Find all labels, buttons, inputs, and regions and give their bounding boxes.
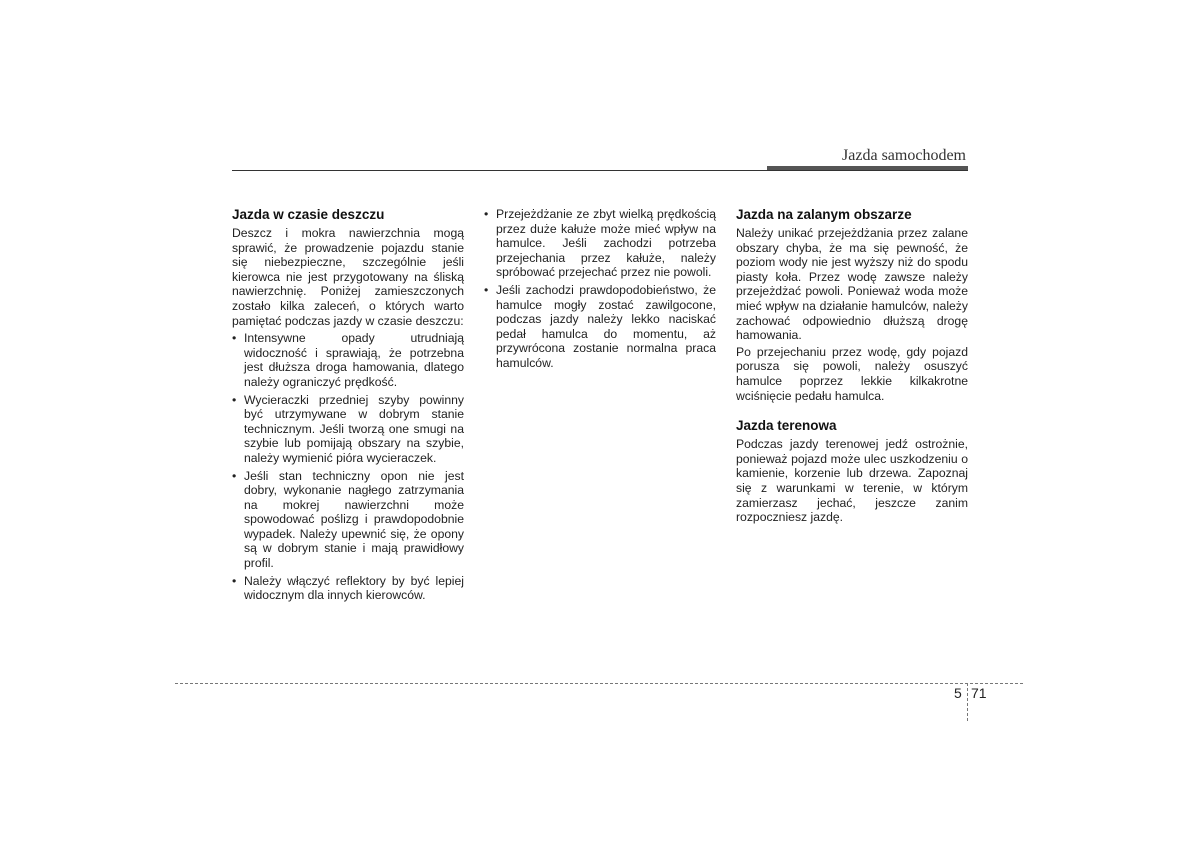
column-1 <box>232 207 464 603</box>
footer-dashed-rule <box>175 683 1023 684</box>
footer-dashed-divider <box>967 683 968 721</box>
list-item: • Jeśli zachodzi prawdopodobieństwo, że hamulce mogły zostać zawilgocone, podczas jazdy należy lekko naciskać pedał hamulca do momentu, aż przywrócona zostanie normalna praca hamulców. <box>484 283 716 371</box>
section-heading-offroad: Jazda terenowa <box>736 418 837 434</box>
list-item: • Przejeżdżanie ze zbyt wielką prędkością przez duże kałuże może mieć wpływ na hamulce. Jeśli zachodzi potrzeba przejechania przez kałuże, należy spróbować przejechać przez nie powoli. <box>484 207 716 280</box>
list-item: • Jeśli stan techniczny opon nie jest dobry, wykonanie nagłego zatrzymania na mokrej nawierzchni może spowodować poślizg i prawdopodobnie wypadek. Należy upewnić się, że opony są w dobrym stanie i mają prawidłowy profil. <box>232 469 464 571</box>
running-header: Jazda samochodem <box>842 147 966 164</box>
rain-bullet-list <box>232 331 464 603</box>
list-item: • Wycieraczki przedniej szyby powinny być utrzymywane w dobrym stanie technicznym. Jeśli tworzą one smugi na szybie lub pomijają obszary na szybie, należy wymienić pióra wycieraczek. <box>232 393 464 466</box>
list-item: • Intensywne opady utrudniają widoczność i sprawiają, że potrzebna jest dłuższa droga hamowania, dlatego należy ograniczyć prędkość. <box>232 331 464 389</box>
rain-bullet-list-continued <box>484 207 716 371</box>
column-3 <box>736 207 968 525</box>
offroad-section <box>736 418 968 525</box>
header-rule <box>232 170 968 171</box>
offroad-paragraph: Podczas jazdy terenowej jedź ostrożnie, ponieważ pojazd może ulec uszkodzeniu o kamienie, korzenie lub drzewa. Zapoznaj się z warunkami w terenie, w którym zamierzasz jechać, jeszcze zanim rozpoczniesz jazdę. <box>736 437 968 525</box>
section-heading-flooded: Jazda na zalanym obszarze <box>736 207 912 222</box>
flooded-paragraph-1: Należy unikać przejeżdżania przez zalane obszary chyba, że ma się pewność, że poziom wody nie jest wyższy niż do spodu piasty koła. Przez wodę zawsze należy przejeżdżać powoli. Ponieważ woda może mieć wpływ na działanie hamulców, należy zachować odpowiednio dłuższą drogę hamowania. <box>736 226 968 343</box>
section-heading-rain: Jazda w czasie deszczu <box>232 207 385 222</box>
list-item: • Należy włączyć reflektory by być lepiej widocznym dla innych kierowców. <box>232 574 464 603</box>
flooded-paragraph-2: Po przejechaniu przez wodę, gdy pojazd porusza się powoli, należy osuszyć hamulce poprzez lekkie kilkakrotne wciśnięcie pedału hamulca. <box>736 344 968 403</box>
rain-intro-paragraph: Deszcz i mokra nawierzchnia mogą sprawić, że prowadzenie pojazdu stanie się niebezpieczne, szczególnie jeśli kierowca nie jest przygotowany na śliską nawierzchnię. Poniżej zamieszczonych zostało kilka zaleceń, o których warto pamiętać podczas jazdy w czasie deszczu: <box>232 226 464 328</box>
column-2 <box>484 207 716 371</box>
page-number: 71 <box>971 685 987 701</box>
chapter-number: 5 <box>954 685 962 701</box>
